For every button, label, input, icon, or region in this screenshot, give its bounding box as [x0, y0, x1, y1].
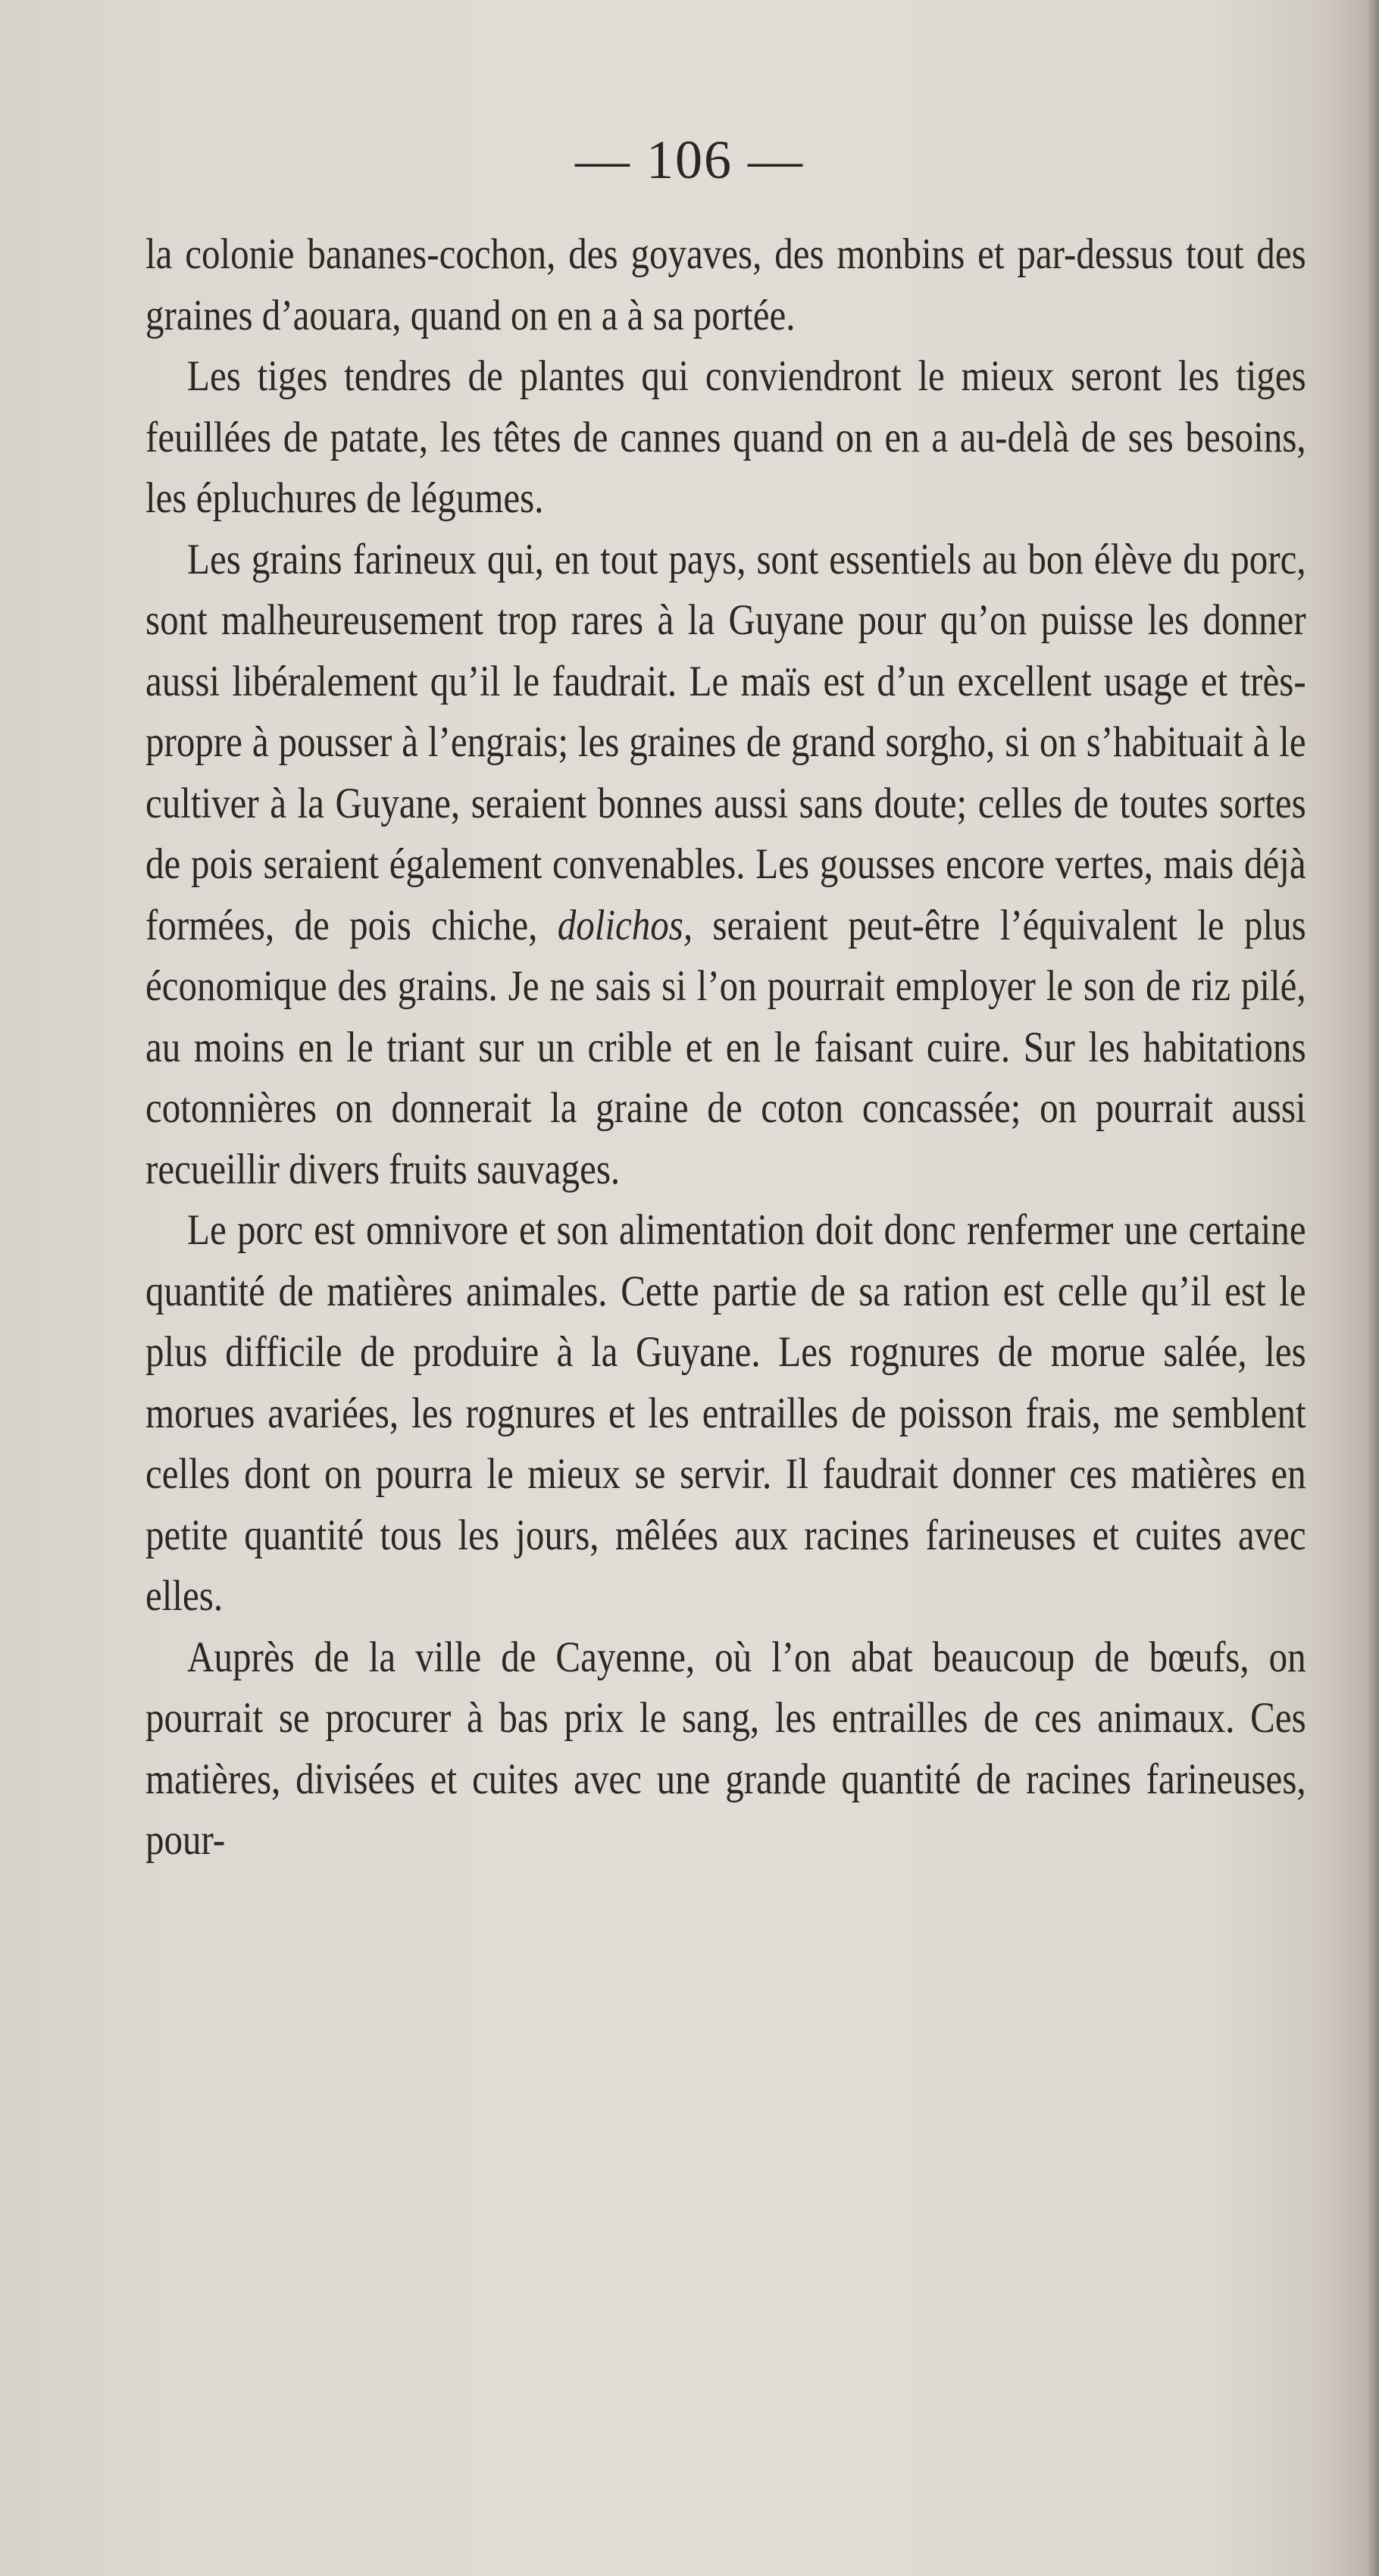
page-number: — 106 — — [575, 130, 804, 190]
paragraph-3 — [145, 530, 1306, 1201]
paragraph-2: Les tiges tendres de plantes qui conviendront le mieux seront les tiges feuillées de patate, les têtes de cannes quand on en a au-delà de ses besoins, les épluchures de légumes. — [145, 352, 1306, 522]
paragraph-4: Le porc est omnivore et son alimentation doit donc renfermer une certaine quantité de matières animales. Cette partie de sa ration est celle qu’il est le plus difficile de produire à la Guyane. Les rognures de morue salée, les morues avariées, les rognures et les entrailles de poisson frais, me semblent celles dont on pourra le mieux se servir. Il faudrait donner ces matières en petite quantité tous les jours, mêlées aux racines farineuses et cuites avec elles. — [145, 1206, 1306, 1620]
paragraph-3-text-before: Les grains farineux qui, en tout pays, sont essentiels au bon élève du porc, sont malheureusement trop rares à la Guyane pour qu’on puisse les donner aussi libéralement qu’il le faudrait. Le maïs est d’un excellent usage et très-propre à pousser à l’engrais; les graines de grand sorgho, si on s’habituait à le cultiver à la Guyane, seraient bonnes aussi sans doute; celles de toutes sortes de pois seraient également convenables. Les gousses encore vertes, mais déjà formées, de pois chiche, — [145, 535, 1306, 949]
paragraph-5: Auprès de la ville de Cayenne, où l’on abat beaucoup de bœufs, on pourrait se procurer à bas prix le sang, les entrailles de ces animaux. Ces matières, divisées et cuites avec une grande quantité de racines farineuses, pour- — [145, 1633, 1306, 1864]
paragraph-1: la colonie bananes-cochon, des goyaves, des monbins et par-dessus tout des graines d’aouara, quand on en a à sa portée. — [145, 230, 1306, 339]
body-text — [145, 224, 1306, 1871]
paragraph-3-text-after: seraient peut-être l’équivalent le plus économique des grains. Je ne sais si l’on pourrait employer le son de riz pilé, au moins en le triant sur un crible et en le faisant cuire. Sur les habitations cotonnières on donnerait la graine de coton concassée; on pourrait aussi recueillir divers fruits sauvages. — [145, 901, 1306, 1193]
italic-term-dolichos: dolichos, — [557, 901, 693, 949]
page-edge-shadow — [1368, 0, 1379, 2576]
